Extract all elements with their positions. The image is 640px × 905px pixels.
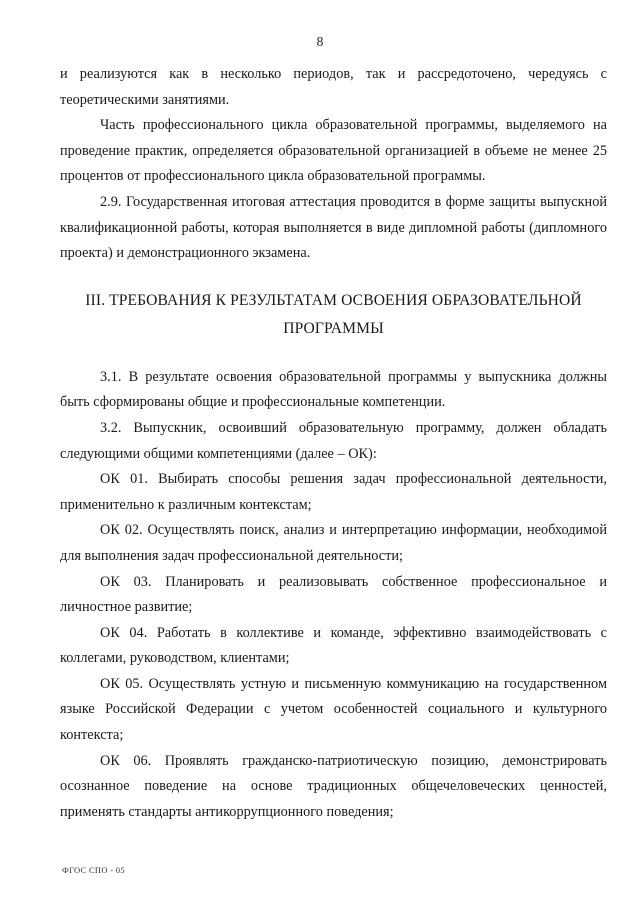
paragraph-3-2: 3.2. Выпускник, освоивший образовательную программу, должен обладать следующими общими компетенциями (далее – ОК):	[60, 419, 607, 462]
paragraph-2-9: 2.9. Государственная итоговая аттестация проводится в форме защиты выпускной квалификационной работы, которая выполняется в виде дипломной работы (дипломного проекта) и демонстрационного экзамена.	[60, 193, 607, 262]
competency-ok-02: ОК 02. Осуществлять поиск, анализ и интерпретацию информации, необходимой для выполнения задач профессиональной деятельности;	[60, 522, 607, 564]
section-heading-line-1: III. ТРЕБОВАНИЯ К РЕЗУЛЬТАТАМ ОСВОЕНИЯ ОБРАЗОВАТЕЛЬНОЙ	[85, 291, 582, 309]
competency-ok-04: ОК 04. Работать в коллективе и команде, эффективно взаимодействовать с коллегами, руководством, клиентами;	[60, 624, 607, 667]
section-heading-line-2: ПРОГРАММЫ	[283, 319, 384, 337]
paragraph-practice-share: Часть профессионального цикла образовательной программы, выделяемого на проведение практик, определяется образовательной организацией в объеме не менее 25 процентов от профессионального цикла образовательной программы.	[60, 117, 607, 185]
competency-ok-05: ОК 05. Осуществлять устную и письменную коммуникацию на государственном языке Российской Федерации с учетом особенностей социального и культурного контекста;	[60, 675, 607, 744]
page-number: 8	[316, 34, 324, 49]
paragraph-continuation: и реализуются как в несколько периодов, так и рассредоточено, чередуясь с теоретическими занятиями.	[60, 66, 607, 108]
paragraph-3-1: 3.1. В результате освоения образовательной программы у выпускника должны быть сформированы общие и профессиональные компетенции.	[60, 368, 607, 411]
competency-ok-03: ОК 03. Планировать и реализовывать собственное профессиональное и личностное развитие;	[60, 573, 607, 616]
competency-ok-01: ОК 01. Выбирать способы решения задач профессиональной деятельности, применительно к различным контекстам;	[60, 471, 607, 513]
footer-standard-code: ФГОС СПО - 05	[62, 865, 125, 875]
competency-ok-06: ОК 06. Проявлять гражданско-патриотическую позицию, демонстрировать осознанное поведение на основе традиционных общечеловеческих ценностей, применять стандарты антикоррупционного поведения;	[60, 752, 607, 820]
section-heading	[60, 287, 607, 343]
document-body	[60, 62, 607, 825]
